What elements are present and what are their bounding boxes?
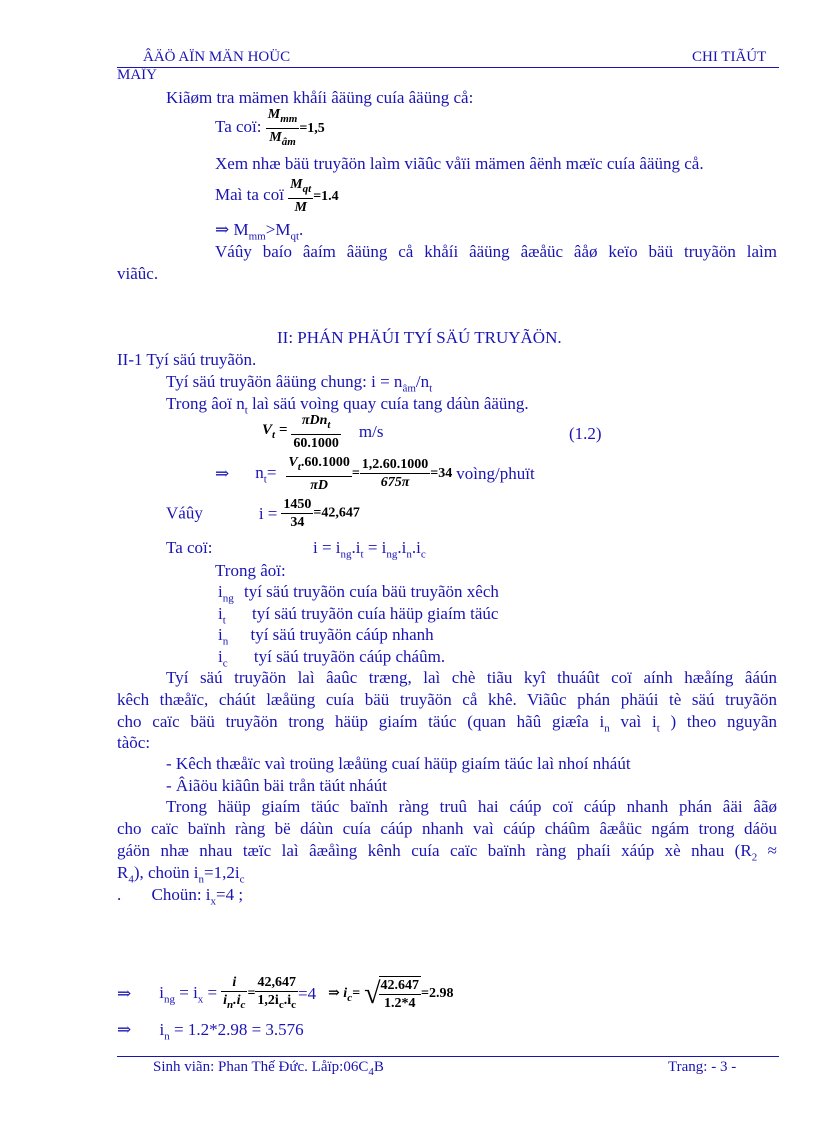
ic-eq: = [352,985,361,1001]
vt-sub: t [272,429,276,442]
def-in [218,625,434,647]
sqrt-icon: √ $\frac{42.647}{1.2*4}$ [364,976,420,1011]
conclusion-text: Váûy baío âaím âäüng cå khåíi âäüng âæåüc âåø keïo bäü truyãön laìm [215,242,777,261]
f2-den: M [294,199,307,215]
vt-num-sub: t [327,418,331,431]
def-sym: i [218,625,223,644]
nt-eq: = [266,462,277,482]
nt-unit: voìng/phuït [456,463,535,483]
overall-ratio-line [166,372,432,394]
p1l3b: vaì i [609,712,657,731]
m3: .i [397,538,407,557]
f1-den: M [269,129,282,145]
def-text: tyí säú truyãön cáúp nhanh [250,625,434,644]
mmm-symbol: M [233,220,249,239]
ing-f1-den: i [223,993,228,1008]
choose-b: =4 ; [216,885,244,904]
vt-unit: m/s [358,421,384,441]
p1l3a: cho caïc bäü truyãön trong häüp giaím täúc (quan hãû giæîa i [117,712,605,731]
p2l3sub: 2 [751,851,758,864]
p2l3: gáön nhæ nhau tæïc laì âæåìng kênh cuía caïc baïnh ràng phaíi xáúp xè nhau (R [117,841,752,860]
p2l4b: ), choün i [133,863,199,882]
footer-left-end: B [373,1059,384,1075]
def-sub: c [222,657,228,670]
ta-co-label-2: Ta coï: [166,538,213,557]
f1c: = [203,982,218,1002]
m4: .i [411,538,421,557]
final-equation-1: ⇒ $i_{ng} = i_x$ = $\frac{i}{i_n.i_c}$ = $\frac{42,647}{1,2i_c.i_c}$ =4 ⇒ $i_c=$ √ $\frac{42.647}{1.2*4}$ =2.98 [117,974,454,1014]
footer-left-text: Sinh viãn: Phan Thế Đức. Låïp:06C [153,1059,369,1075]
para2-line2: cho caïc baïnh ràng bë dáùn cuía cáúp nhanh vaì cáúp cháûm âæåüc ngám trong dáöu [117,819,777,838]
nt-def-a: Trong âoï n [166,394,245,413]
nt-f1-num: V [288,455,298,470]
def-sym: i [218,647,223,666]
ratio-line-1 [215,106,325,151]
i-fraction [281,496,313,531]
vt-den: 60.1000 [293,435,339,451]
conclusion-cont: viãûc. [117,264,159,283]
f1-value: =1,5 [299,121,325,137]
s2: t [360,548,364,561]
para1-line4: tàõc: [117,733,151,752]
implies-icon: ⇒ [215,463,230,483]
equation-vt: $V_t$ = $\frac{\pi Dn_t}{60.1000}$ m/s [262,413,384,451]
fraction-qt-over-m [288,176,313,216]
subsection-title: II-1 Tyí säú truyãön. [117,350,257,369]
nominal-torque-line: Xem nhæ bäü truyãön laìm viãûc våïi mämen âënh mæïc cuía âäüng cå. [215,154,704,173]
para2-line3 [117,841,777,863]
footer-rule [117,1056,779,1057]
conclusion-inequality [215,220,303,242]
equation-nt: ⇒ $n_t=$ $\frac{V_t.60.1000}{\pi D}$ = $\frac{1,2.60.1000}{675\pi}$ =34 voìng/phuït [215,455,535,493]
conclusion-line [215,242,777,262]
equation-number: (1.2) [569,424,602,443]
def-it [218,604,498,626]
choose-a: Choün: i [151,885,211,904]
i-num: 1450 [283,497,312,512]
vt-symbol: V [262,422,273,439]
ta-co-label: Ta coï: [215,117,262,137]
p1l3s2: t [656,722,660,735]
m1: .i [351,538,361,557]
equation-i [166,496,360,531]
sqrt-num: 42.647 [380,977,420,993]
f1-den-sub: âm [281,135,296,148]
nt-f2-den: 675π [380,475,410,491]
nt-f2-num: 1,2.60.1000 [361,457,429,473]
p2l4sub: 4 [128,873,134,886]
nt-def-sub: t [244,404,248,417]
ing-f1-den-m: .i [233,993,241,1008]
def-sym: i [218,582,223,601]
m2: = i [363,538,387,557]
def-sym: i [218,604,223,623]
para1-line3 [117,712,777,734]
footer-left-sub: 4 [368,1066,374,1078]
ing-f1-den-s1: n [227,998,234,1011]
p1l3c: ) theo nguyãn [659,712,777,731]
i-decomposition [313,538,426,560]
def-ic [218,647,445,669]
def-text: tyí säú truyãön cáúp cháûm. [253,647,446,666]
header-left: ÂÄÖ AÏN MÄN HOÜC [143,49,291,65]
fraction-mm-over-dm [266,106,300,151]
def-ing [218,582,499,604]
sqrt-fraction [379,976,422,1012]
mqt-symbol: >M [265,220,291,239]
p1l3s1: n [604,722,610,735]
ing-fraction-1 [221,974,247,1014]
s5: c [420,548,426,561]
f1b: = i [174,982,198,1002]
ratio-line-2 [215,176,339,216]
implies-icon: ⇒ [117,1020,132,1039]
f2-num-sub: qt [302,182,312,195]
nt-fraction-1 [286,454,351,494]
i-expr: i = i [313,538,341,557]
ic-result: =2.98 [421,985,454,1001]
i-eq: i = [258,503,278,523]
para1-line1: Tyí säú truyãön laì âaûc træng, laì chè tiãu kyî thuáût coï aính hæåíng âáún [166,668,777,687]
f1a: i [159,982,164,1002]
nt-value: =34 [430,465,453,481]
ma-ta-co-label: Maì ta coï [215,184,284,204]
mqt-sub: qt [290,230,300,243]
page-number: Trang: - 3 - [668,1059,737,1075]
ic-sub: c [347,991,353,1004]
ndm-sub: âm [402,382,416,395]
def-text: tyí säú truyãön cuía bäü truyãön xêch [243,582,499,601]
f1-num-sub: mm [280,112,298,125]
period: . [299,220,304,239]
nt-f1-num-sub: t [297,460,301,473]
p2l4a: R [117,863,129,882]
nt-f1-den: πD [310,477,328,493]
f2-num: M [290,177,303,192]
mmm-sub: mm [248,230,266,243]
nt-f1-num-rest: .60.1000 [300,455,350,470]
nt-sub: t [429,382,433,395]
header-right-cont: MAÏY [117,67,157,83]
f1s1: ng [163,993,175,1006]
nt-def-b: laì säú voìng quay cuía tang dáùn âäüng. [247,394,529,413]
where-label: Trong âoï: [215,561,286,580]
def-text: tyí säú truyãön cuía häüp giaím täúc [252,604,499,623]
vt-num: πDn [301,413,328,428]
f1-num: M [267,107,281,122]
implies-icon: ⇒ [117,983,132,1003]
bullet-2: - Âiãöu kiãûn bäi trån täút nháút [166,776,387,795]
f1s2: x [197,993,204,1006]
choose-ix [117,885,243,907]
nt-fraction-2 [360,456,431,491]
para1-line2: kêch thæåïc, cháút læåüng cuía bäü truyãön cå khê. Viãûc phán phäúi tè säú truyãön [117,690,777,709]
nt-symbol: /n [415,372,430,391]
p2l4sub3: c [239,873,245,886]
ing-f2-num: 42,647 [255,974,298,992]
eq-4: =4 [297,983,317,1003]
def-sub: n [222,635,229,648]
ing-f1-num: i [221,974,247,992]
f2sub: n [164,1030,170,1043]
nt-lhs-sub: t [263,473,267,486]
nt-lhs: n [255,462,264,482]
f2a: i [159,1020,165,1039]
implies-ic: ⇒ i [328,985,348,1001]
check-torque-line: Kiãøm tra mämen khåíi âäüng cuía âäüng cå: [166,88,474,107]
header-rule [117,67,779,68]
ing-fraction-2 [255,974,298,1014]
s3: ng [386,548,398,561]
vay-label: Váûy [166,503,203,523]
def-sub: t [222,614,226,627]
footer-left [153,1059,384,1078]
section-title: II: PHÁN PHÄÚI TYÍ SÄÚ TRUYÃÖN. [277,328,562,347]
i-value: =42,647 [313,505,360,521]
p2l4sub2: n [198,873,205,886]
ing-f2-den-s1: c [278,998,284,1011]
bullet-1: - Kêch thæåïc vaì troüng læåüng cuaí häüp giaím täúc laì nhoí nháút [166,754,631,773]
f2b: = 1.2*2.98 = 3.576 [169,1020,304,1039]
overall-ratio-text: Tyí säú truyãön âäüng chung: i = n [166,372,403,391]
ing-f2-den-s2: c [291,998,296,1011]
choose-dot: . [117,885,122,904]
i-den: 34 [290,515,305,530]
ing-f2-den: 1,2i [257,993,279,1008]
vt-fraction [291,412,341,452]
para2-line1: Trong häüp giaím täúc baïnh ràng truû hai cáúp coï cáúp nhanh phán âäi âãø [166,797,777,816]
s1: ng [340,548,352,561]
choose-sub: x [210,895,217,908]
ing-f2-den-m: .i [283,993,292,1008]
def-sub: ng [222,592,234,605]
final-equation-2 [117,1020,304,1042]
para2-line4 [117,863,244,885]
s4: n [406,548,412,561]
p2l4c: =1,2i [204,863,240,882]
implies-icon: ⇒ [215,220,230,239]
f2-value: =1.4 [313,188,339,204]
ing-f1-den-s2: c [240,998,246,1011]
header-right: CHI TIÃÚT [692,49,767,65]
p2l3end: ≈ [757,841,777,860]
sqrt-den: 1.2*4 [384,995,416,1011]
